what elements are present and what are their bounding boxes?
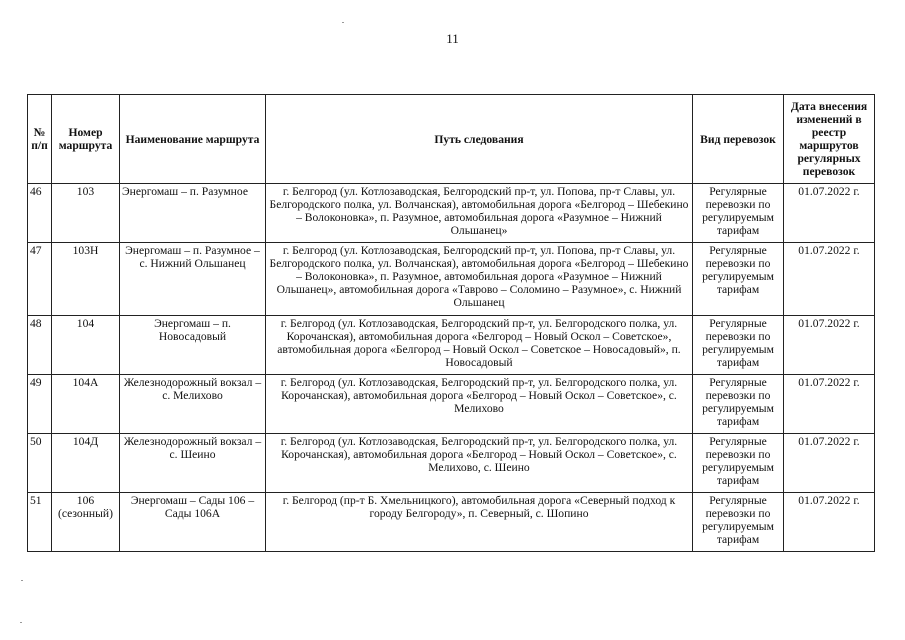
header-route-number: Номер маршрута [52,95,120,184]
route-path: г. Белгород (ул. Котлозаводская, Белгородский пр-т, ул. Попова, пр-т Славы, ул. Белгородского полка, ул. Волчанская), автомобильная дорога «Белгород – Шебекино – Волоконовка», п. Разумное, автомобильная дорога «Разумное – Нижний Ольшанец», автомобильная дорога «Таврово – Соломино – Разумное», с. Нижний Ольшанец [266,243,693,316]
route-path: г. Белгород (ул. Котлозаводская, Белгородский пр-т, ул. Белгородского полка, ул. Корочанская), автомобильная дорога «Белгород – Новый Оскол – Советское», с. Мелихово, с. Шеино [266,434,693,493]
route-number: 103 [52,184,120,243]
row-number: 51 [28,493,52,552]
change-date: 01.07.2022 г. [784,243,875,316]
route-number: 104 [52,316,120,375]
header-num: № п/п [28,95,52,184]
route-name: Железнодорожный вокзал – с. Мелихово [120,375,266,434]
transport-type: Регулярные перевозки по регулируемым тарифам [693,434,784,493]
route-number: 106 (сезонный) [52,493,120,552]
scan-speck [21,580,23,581]
transport-type: Регулярные перевозки по регулируемым тарифам [693,243,784,316]
transport-type: Регулярные перевозки по регулируемым тарифам [693,184,784,243]
change-date: 01.07.2022 г. [784,375,875,434]
route-path: г. Белгород (ул. Котлозаводская, Белгородский пр-т, ул. Попова, пр-т Славы, ул. Белгородского полка, ул. Волчанская), автомобильная дорога «Белгород – Шебекино – Волоконовка», п. Разумное, автомобильная дорога «Разумное – Нижний Ольшанец» [266,184,693,243]
transport-type: Регулярные перевозки по регулируемым тарифам [693,375,784,434]
transport-type: Регулярные перевозки по регулируемым тарифам [693,493,784,552]
row-number: 49 [28,375,52,434]
change-date: 01.07.2022 г. [784,434,875,493]
page-number: 11 [446,31,459,46]
route-number: 104А [52,375,120,434]
scan-speck [342,22,344,23]
change-date: 01.07.2022 г. [784,316,875,375]
header-date: Дата внесения изменений в реестр маршрутов регулярных перевозок [784,95,875,184]
row-number: 50 [28,434,52,493]
route-path: г. Белгород (ул. Котлозаводская, Белгородский пр-т, ул. Белгородского полка, ул. Корочанская), автомобильная дорога «Белгород – Новый Оскол – Советское», автомобильная дорога «Белгород – Новый Оскол – Советское – Новосадовый», п. Новосадовый [266,316,693,375]
route-path: г. Белгород (ул. Котлозаводская, Белгородский пр-т, ул. Белгородского полка, ул. Корочанская), автомобильная дорога «Белгород – Новый Оскол – Советское», с. Мелихово [266,375,693,434]
route-name: Энергомаш – п. Разумное – с. Нижний Ольшанец [120,243,266,316]
header-path: Путь следования [266,95,693,184]
row-number: 46 [28,184,52,243]
table-row [28,184,875,243]
table-row [28,243,875,316]
table-row [28,375,875,434]
route-path: г. Белгород (пр-т Б. Хмельницкого), автомобильная дорога «Северный подход к городу Белгороду», п. Северный, с. Шопино [266,493,693,552]
route-name: Железнодорожный вокзал – с. Шеино [120,434,266,493]
transport-type: Регулярные перевозки по регулируемым тарифам [693,316,784,375]
routes-table [27,94,875,552]
route-number: 103Н [52,243,120,316]
table-row [28,316,875,375]
route-name: Энергомаш – п. Разумное [120,184,266,243]
change-date: 01.07.2022 г. [784,493,875,552]
row-number: 47 [28,243,52,316]
header-route-name: Наименование маршрута [120,95,266,184]
change-date: 01.07.2022 г. [784,184,875,243]
route-number: 104Д [52,434,120,493]
table-row [28,493,875,552]
route-name: Энергомаш – п. Новосадовый [120,316,266,375]
table-row [28,434,875,493]
header-row [28,95,875,184]
header-transport-type: Вид перевозок [693,95,784,184]
row-number: 48 [28,316,52,375]
scan-speck [20,622,22,623]
route-name: Энергомаш – Сады 106 – Сады 106А [120,493,266,552]
